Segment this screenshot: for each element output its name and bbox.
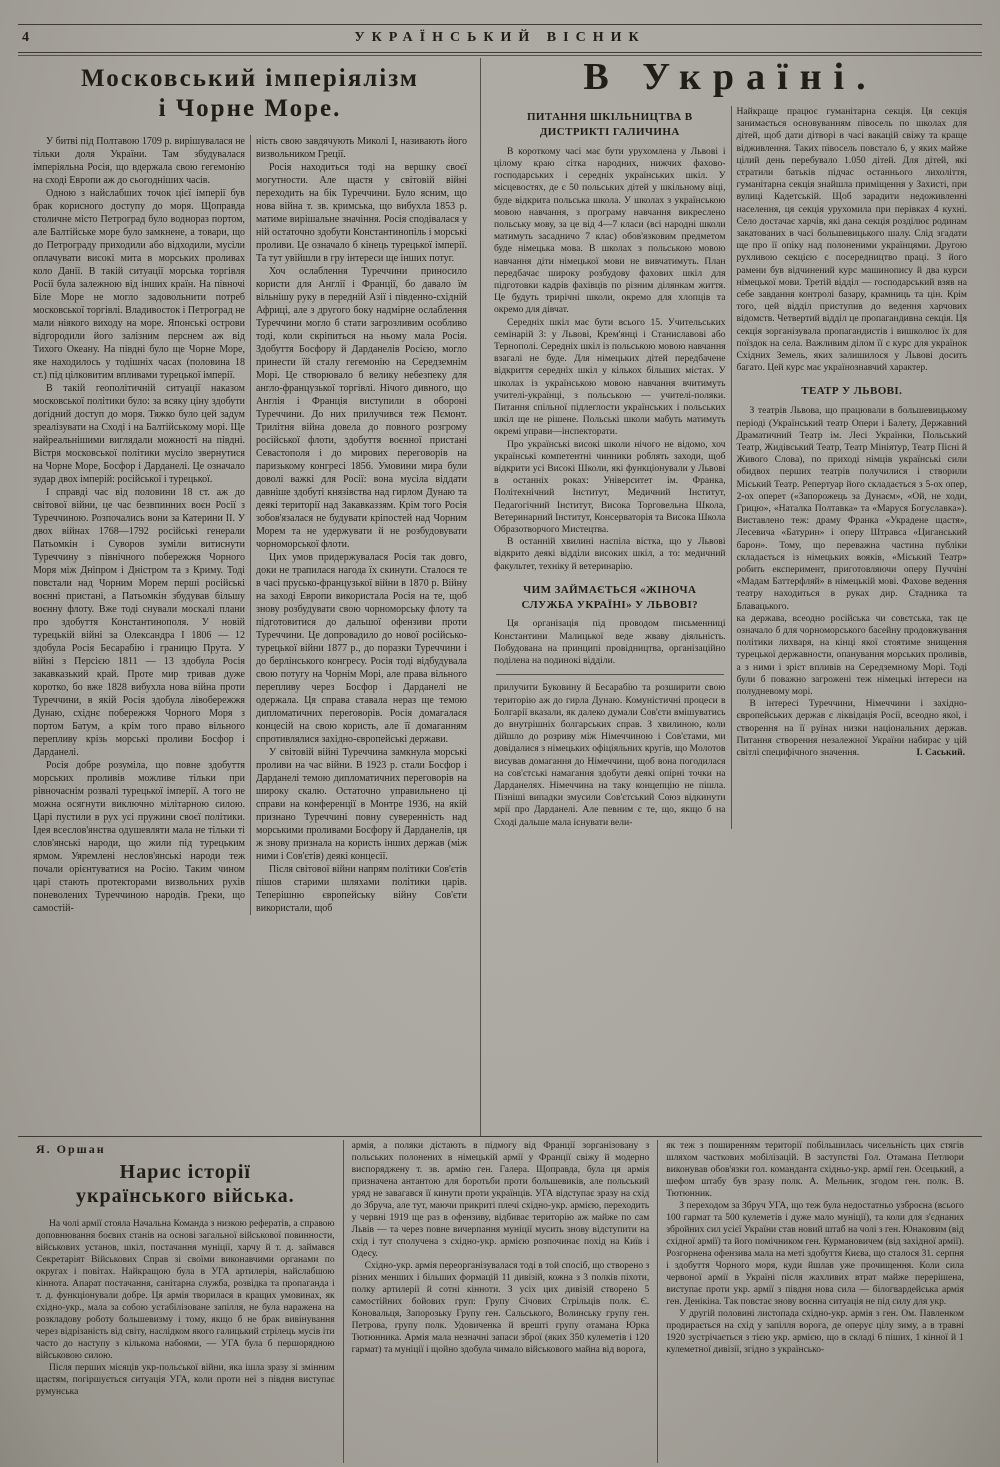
paragraph: ка держава, всеодно російська чи совєтська, так це означало б для чорноморського басейну продовжування політики лихваря, на кінці якої стоятиме знищення турецької державности, опанування морських проливів, а з ними і зріст впливів на Середземному Морі. Тоді були б поважно загрожені теж німецькі інтереси на полудневому морі. bbox=[736, 612, 967, 697]
paragraph: І справді час від половини 18 ст. аж до світової війни, це час безвпинних воєн Росії з Туреччиною. Розпочались вони за Катерини II. У двох війнах 1768—1792 російські генерали Патьомкін і Суворов зуміли витиснути Туреччину з північного побережжя Чорного Моря між Дніпром і Дністром та з Криму. Тоді повстали над Чорним Морем перші російські воєнні пристані, а Патьомкін збудував більшу воєнну флоту. Вже тоді снували москалі плани про здобуття Константинополя. У новій турецькій війні за Олександра І 1806 — 12 здобула Росія Бесарабію і границю Прута. У війні з Персією 1811 — 13 здобула Росія закавказький край. Проте мир тривав дуже коротко, бо вже 1828 вибухла нова війна проти Туреччини, в якій Росія здобула лівобережжя Дунаю, східнє побережжя Чорного Моря з портом Батум, а крім того право вільного перепливу крізь морські проливи Босфор і Дарданелі. bbox=[33, 487, 245, 758]
article-black-sea bbox=[28, 58, 480, 1136]
masthead: УКРАЇНСЬКИЙ ВІСНИК bbox=[354, 30, 646, 45]
army-column-3 bbox=[657, 1140, 972, 1463]
black-sea-continuation-1 bbox=[494, 682, 726, 828]
black-sea-continuation-2 bbox=[737, 613, 968, 759]
paragraph: Росія находиться тоді на вершку своєї могутности. Але щастя у світовій війні переходить на бік Туреччини. Було ясним, що нова війна т. зв. кримська, що вибухла 1853 р. матиме вирішальне значіння. Росія сподівалася у ній остаточно здобути Константинопіль і морські проливи. Це означало б кінець турецької імперії. Та тут увійшли в гру інтереси ще інших потуг. bbox=[256, 162, 467, 264]
page-number: 4 bbox=[22, 30, 29, 45]
paragraph: У світовій війні Туреччина замкнула морські проливи на час війни. В 1923 р. стали Босфор і Дарданелі темою дипломатичних переговорів на широку скалю. Остаточно управильнено ці справи на конференції в Монтре 1936, на якій признано Туреччині повну суверенність над морськими проливами Босфору й Дарданелів, ця ж знову признала на користь інших держав (між ними і Сов'єтів) деякі концесії. bbox=[256, 747, 467, 862]
article-title-army bbox=[36, 1160, 335, 1208]
heading-womens-service: ЧИМ ЗАЙМАЄТЬСЯ «ЖІНОЧА СЛУЖБА УКРАЇНІ» У ЛЬВОВІ? bbox=[521, 583, 699, 611]
top-section bbox=[12, 56, 988, 1136]
humanitarian-section bbox=[737, 106, 968, 374]
article-title-black-sea bbox=[28, 64, 472, 123]
paragraph: З переходом за Збруч УГА, що теж була недостатньо узброєна (всього 100 гармат та 500 кулеметів і дуже мало муніції), та коли для з'єднаних збройних сил усієї України став новий штаб на чолі з ген. Юнаковим (від східної армії) та його помічником ген. Курмановичем (від західної армії). Розгорнена офензива мала на меті здобуття Києва, що сталося 31. серпня і здобуття Чорного моря, куди йшлав уже прочищення. Коли сила червоної армії в Україні після жахливих втрат майже перерішена, виступає проти укр. армії з півдня нова сила — білогвардейська армія ген. Денікіна. Так повстає знову воєнна ситуація не під силу для укр. bbox=[666, 1201, 964, 1307]
paragraph: З театрів Львова, що працювали в большевицькому періоді (Український театр Опери і Балету, Державний Драматичний Театр ім. Лесі Українки, Польський Театр, Жидівський Театр, Театр Мініятур, Театр Пісні й Живого Слова), по приході німців українські сили обидвох перших театрів получилися і створили Міський Театр. Репертуар його складається з 5-ох опер, 2-ох оперет («Запорожець за Дунаєм», «Ой, не ходи, Грицю», «Наталка Полтавка» та «Маруся Богуславка»). Виставлено теж: драму Франка «Украдене щастя», Лесевича «Батурин» і оперу Штравса «Циганський барон». Тому, що переважна частина публіки складається із німецьких вояків, «Міський Театр» робить експеримент, приготовляючи оперу Пуччіні «Мадам Баттерфляй» в німецькій мові. Фахове ведення театру находиться в руках дир. Стадника та Блавацького. bbox=[736, 405, 967, 612]
author: Я. Оршан bbox=[36, 1142, 106, 1156]
ukraine-column-2 bbox=[731, 106, 973, 829]
paragraph: Про українські високі школи нічого не відомо, хоч українські компетентні чинники роблять заходи, щоб відкрити усі Високі Школи, які функціонували у Львові в останніх роках: Університет ім. Франка, Політехнічний Інститут, Медичний Інститут, Педагогічний Інститут, Висока Торговельна Школа, Ветеринарний Інститут, Консерваторія та Висока Школа Образотворчого Мистецтва. bbox=[494, 438, 726, 535]
paragraph: Росія добре розуміла, що повне здобуття морських проливів можливе тільки при рівночаснім розвалі турецької імперії. А того не можна осягнути виключно мілітарною силою. Царі пустили в рух усі пружини своєї політики. Ідея всеслов'янства одушевляти мала не тільки ті слов'янські народи, що жили під турецьким ярмом. Уяремлені неслов'янські народи теж почали орієнтуватися на Росію. Таким чином царі стають протекторами визвольних рухів поневолених Туреччиною народів. Греки, що самостій- bbox=[33, 760, 245, 914]
black-sea-columns bbox=[28, 135, 472, 915]
title-line: Московський імперіялізм bbox=[81, 65, 419, 92]
paragraph: Одною з найслабших точок цієї імперії був брак корисного доступу до моря. Щоправда столичне місто Петроград було воднораз портом, але Балтійське море було замкнене, а товари, що до Петрограду приходили або відходили, мусіли оплачувати високі мита в морських проливах коло Данії. В такій ситуації морська торгівля Росії була залежною від інших країн. На півночі Біле Море не могло задовольнити потреб московської торгівлі. Владивосток і Петроград не мали ніякого виходу на море. Японські острови відгородили його залізним перснем аж від Тихого Океану. На півдні було ще Чорне Море, яке находилось у тодішніх часах (половина 18 ст.) під цілковитим впливами турецької імперії. bbox=[33, 188, 245, 381]
ukraine-column-1 bbox=[489, 106, 731, 829]
army-column-1 bbox=[28, 1140, 343, 1463]
womens-service-section bbox=[494, 618, 726, 667]
paragraph: В інтересі Туреччини, Німеччини і західно-європейських держав є ліквідація Росії, всеодно якої, і створення на її руїнах низки національних держав. Питання створення незалежної України набирає у цій світлі специфічного значення. bbox=[736, 698, 967, 758]
divider bbox=[18, 24, 982, 25]
schooling-section bbox=[494, 146, 726, 573]
paragraph: ність свою завдячують Миколі І, називають його визвольником Греції. bbox=[256, 136, 467, 160]
paragraph: У другій половині листопада східно-укр. армія з ген. Ом. Павленком продирається на схід у запілля ворога, де оперує цілу зиму, а в травні 1920 зустрічається з тією укр. армією, що в складі 6 піших, 1 кінної й 1 кулеметної дивізії, згідно з українсько- bbox=[666, 1309, 964, 1355]
paragraph: В такій геополітичній ситуації наказом московської політики було: за всяку ціну здобути догідний доступ до моря. Тяжко було цей задум зреалізувати на Сході і на Балтійському морі. Ще найреальнішими виглядали можності на півдні. Вістря московської політики мусіло звернутися на Чорне Море, Босфор і Дарданелі. Це означало зудар двох імперій: російської і турецької. bbox=[33, 383, 245, 485]
paragraph: Східно-укр. армія переорганізувалася тоді в той спосіб, що створено з різних менших і більших формацій 11 дивізій, кожна з 3 полків піхоти, полку артилерії й сотні кінноти. З усіх цих дивізій створено 5 самостійних бойових груп: Групу Січових Стрільців полк. Є. Коновальця, Запорозьку Групу ген. Сальського, Волинську групу ген. Петрова, групу полк. Удовиченка й врешті групу отамана Юрка Тютюнника. Армія мала незначні запаси зброї (яких 350 кулеметів і 120 гармат) та муніції і щойно здобула чимало військового майна від ворога, bbox=[351, 1261, 650, 1355]
paragraph: прилучити Буковину й Бесарабію та розширити свою територію аж до гирла Дунаю. Комуністичні процеси в Болгарії вказали, як далеко думали Сов'єти вмішуватись до внутрішніх болгарських справ. З хвилиною, коли дійшло до розриву між Німеччиною і Сов'єтами, ми довідалися з німецьких офіціяльних кругів, що Молотов висував домагання до Німеччини, щоб вона погодилася на сов'єтські намагання здобути деякі опірні точки на Дарданелях. Німеччина на таку концепцію не пішла. Пізніші випадки змусили Сов'єтський Союз відкинути мрії про Дарданелі. Але певним є те, що, якщо б на Сході дальше мала існувати вели- bbox=[494, 682, 726, 828]
paragraph: В останній хвилині наспіла вістка, що у Львові відкрито деякі відділи високих шкіл, а то: медичний факультет, техніку й ветеринарію. bbox=[494, 536, 726, 572]
article-title-ukraine: В Україні. bbox=[583, 56, 878, 98]
article-army-history bbox=[12, 1137, 988, 1463]
paragraph: Після перших місяців укр-польської війни, яка ішла зразу зі змінним щастям, погіршується ситуація УГА, коли проти неї з півдня виступає румунська bbox=[36, 1363, 335, 1397]
divider bbox=[496, 674, 724, 675]
paragraph: У битві під Полтавою 1709 р. вирішувалася не тільки доля України. Там збудувалася імперіяльна Росія, що вдержала свою гегемонію на сході Европи аж до сьогодніших часів. bbox=[33, 136, 245, 186]
divider bbox=[18, 52, 982, 53]
heading-schooling: ПИТАННЯ ШКІЛЬНИЦТВА В ДИСТРИКТІ ГАЛИЧИНА bbox=[526, 111, 693, 138]
paragraph: Хоч ослаблення Туреччини приносило користи для Англії і Франції, бо давало їм вільнішу руку в передній Азії і південно-східній Африці, але з другого боку надмірне ослаблення Туреччини могло б стати загрозливим особливо тоді, коли скріпиться на ньому мала Росія. Здобуття Босфору й Дарданелів Росією, могло принести їй сталу гегемонію на Середземнім Морі. Це створювало б велику небезпеку для англо-французької торгівлі. Нічого дивного, що Англія і Франція виступили в обороні Туреччини. До них прилучився теж Пємонт. Трилітня війна довела до повного розгрому російської флоти, здобуття воєнної пристані Севастополя і до мирових переговорів на паризькому конгресі 1856. Умовини мира були доволі важкі для Росії: вона мусіла віддати давніше здобуті князівства над гирлом Дунаю та деякі території над Закавказзям. Крім того Росія зобов'язалася не будувати кріпостей над Чорним Морем та не удержувати й не розбудовувати чорноморської флоти. bbox=[256, 266, 467, 550]
paragraph: Ця організація під проводом письменниці Константини Малицької веде жваву діяльність. Побудована на принципі провідництва, організаційно поділена на подинокі відділи. bbox=[494, 618, 726, 667]
heading-theater: ТЕАТР У ЛЬВОВІ. bbox=[801, 385, 903, 398]
theater-section bbox=[737, 405, 968, 612]
paragraph: Найкраще працює гуманітарна секція. Ця секція занимається основуванням півосель по школах для дітей, щоб дати дітворі в часі вакацій свіжу та краще відживлення. Таких півосель повстало 6, у яких майже цілий день перебувало 1.050 дітей. Для дітей, які стратили батьків підчас останнього лихоліття, гуманітарна секція знайшла приміщення у Захисті, при вулиці Кадетській. Щоб зарадити недоживленні населення, ця секція урухомила при перівках 4 кухні. Село достачає харчів, які дана секція розділює родинам закатованих в часі большевицького шалу. Слід згадати ще про її опіку над полоненими українцями. Другою рухливою секцією є посередництво праці. З його рамени був відчинений курс машинопису й два курси німецької мови. Третій відділ — господарський взяв на себе завдання контролі базару, крамниць та цін. Крім того, цей відділ приступив до ведення харчових відомств. Четвертий відділ це пропагандивна секція. Ця секція зорганізувала пропагандистів і вишколює їх для поїздок на села. Важливим ділом її є курс для українок Східних Земель, яких залишилося у Львові досить багато. Цей курс має українознавчий характер. bbox=[736, 106, 967, 374]
paragraph: Середніх шкіл має бути всього 15. Учительських семінарій 3: у Львові, Крем'янці і Станиславові або Тернополі. Середніх шкіл із польською мовою навчання взагалі не буде. Для німецьких дітей передбачене відкриття середніх шкіл у кількох більших містах. У школах із українською мовою навчання вчитимуть учителі-українці, з польською — учителі-поляки. Питання спільної підлеглости українських і польських шкіл ще не рішене. Польські школи мабуть матимуть окремі управи—інспекторати. bbox=[494, 316, 726, 438]
paragraph: Цих умов придержувалася Росія так довго, доки не трапилася нагода їх скинути. Сталося те в часі прусько-французької війни в 1870 р. Війну на заході Европи використала Росія на те, щоб знову розбудувати свою чорноморську флоту та підготовитися до дальшої офензиви проти Туреччини. Це допровадило до нової російсько-турецької війни 1877 р., до поразки Туреччини і до берлінського конгресу. Росія тоді відбудувала свою потугу на Чорнім Морі, але права вільного перепливу через Босфор і Дарданелі не одержала. Ця справа ставала нераз ще темою дипломатичних переговорів. Росія домагалася концесій на свою користь, але її домаганням спротивлялися західно-європейські держави. bbox=[256, 552, 467, 745]
black-sea-column-2 bbox=[250, 135, 472, 915]
title-line: Нарис історії bbox=[119, 1161, 251, 1183]
army-column-1-text bbox=[36, 1218, 335, 1398]
title-line: українського війська. bbox=[76, 1185, 295, 1207]
paragraph: Після світової війни напрям політики Сов'єтів пішов старими шляхами політики царів. Теперішню європейську війну Сов'єти використали, щоб bbox=[256, 864, 467, 914]
ukraine-columns bbox=[489, 106, 972, 829]
title-line: і Чорне Море. bbox=[158, 94, 342, 122]
paragraph: В короткому часі має бути урухомлена у Львові і цілому краю сітка народних, нижчих фахово-господарських і середніх українських шкіл. У місцевостях, де є 50 польських дітей у шкільному віці, буде відкрита польська школа. У школах з українською мовою навчання, з програму навчання викреслено польську мову, за це від 4—7 класи (всі народні школи матимуть засадничо 7 клас) обов'язковим предметом буде німецька мова. В школах з польською мовою навчання діти німецької мови не вивчатимуть. План передбачає широку розбудову фахових шкіл для підготовки кадрів фахівців по різним ділянкам життя. Це будуть трирічні школи, окремо для хлопців та окремо для дівчат. bbox=[494, 145, 726, 316]
paragraph: як теж з поширенням території побільшилась чисельність цих стягів шляхом часткових мобілізацій. В заступстві Гол. Отамана Петлюри виконував обов'язки гол. команданта східньо-укр. армії ген. Осецький, а шефом штабу був зразу полк. А. Мельник, згодом ген. полк. В. Тютюнник. bbox=[666, 1141, 964, 1199]
signature: І. Саський. bbox=[916, 747, 965, 759]
army-column-2 bbox=[343, 1140, 658, 1463]
article-in-ukraine bbox=[480, 58, 972, 1136]
masthead-row bbox=[18, 28, 982, 50]
black-sea-column-1 bbox=[28, 135, 250, 915]
paragraph: армія, а поляки дістають в підмогу від Франції зорганізовану з польських полонених в німецькій армії у Франції свіжу й модерно виспоряджену т. зв. армію ген. Галера. Щоправда, була ця армія призначена антантою для боротьби проти большевиків, але польський уряд не завагався її кинути проти українців. УГА відступає зразу на схід до Збруча, але тут, маючи прикриті плечі східно-укр. армією, переходить у червні 1919 ще раз в офензиву, відбиває територію аж майже по сам Львів — та через повне вичерпання муніції мусить знову відступити на схід і тут сполучена з східно-укр. армією розпочинає похід на Київ і Одесу. bbox=[351, 1141, 650, 1259]
paragraph: На чолі армії стояла Начальна Команда з низкою рефератів, а справою доповнювання боєвих станів на основі загальної військової повинности, військових установ, шкіл, постачання муніції, харчу й т. д. займався Секретаріят Військових Справ зі своїми виконавчими органами по округах і повітах. Найкращою була в УГА артилерія, найслабшою кіннота. Апарат постачання, санітарна служба, розвідка та пропаганда і т. д. функціонували добре. Ця армія творилася в кращих умовинах, як східно-укр., мала за собою устабілізоване запілля, не була наражена на розкладову роботу большевизму і тому, якщо б не брак вивінування через відрізаність від світу, наслідком якого галицький стрілець мусів іти часто до наступу з кількома набоями, — УГА була б першорядною військовою силою. bbox=[36, 1219, 335, 1361]
